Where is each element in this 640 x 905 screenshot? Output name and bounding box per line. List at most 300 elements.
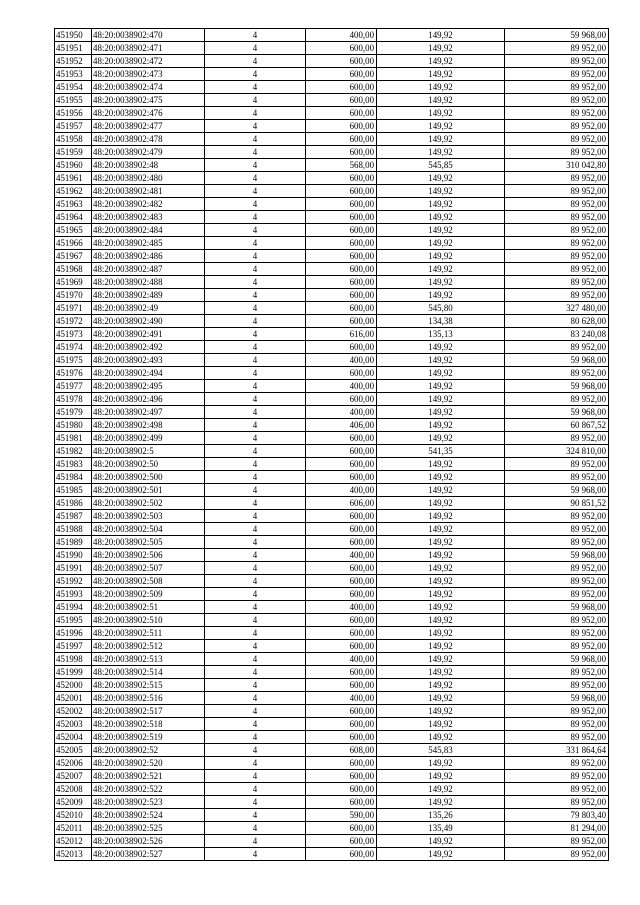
rate-value-cell: 149,92 bbox=[377, 185, 505, 198]
cadastral-number-cell: 48:20:0038902:472 bbox=[92, 55, 205, 68]
category-code-cell: 4 bbox=[205, 81, 306, 94]
row-number-cell: 451998 bbox=[55, 653, 92, 666]
category-code-cell: 4 bbox=[205, 692, 306, 705]
row-number-cell: 452001 bbox=[55, 692, 92, 705]
category-code-cell: 4 bbox=[205, 341, 306, 354]
area-value-cell: 600,00 bbox=[306, 510, 377, 523]
rate-value-cell: 149,92 bbox=[377, 432, 505, 445]
rate-value-cell: 149,92 bbox=[377, 497, 505, 510]
area-value-cell: 400,00 bbox=[306, 406, 377, 419]
area-value-cell: 600,00 bbox=[306, 146, 377, 159]
cadastral-value-cell: 89 952,00 bbox=[505, 237, 609, 250]
cadastral-value-cell: 89 952,00 bbox=[505, 731, 609, 744]
cadastral-number-cell: 48:20:0038902:471 bbox=[92, 42, 205, 55]
cadastral-number-cell: 48:20:0038902:502 bbox=[92, 497, 205, 510]
row-number-cell: 451970 bbox=[55, 289, 92, 302]
table-row bbox=[55, 705, 609, 718]
category-code-cell: 4 bbox=[205, 55, 306, 68]
category-code-cell: 4 bbox=[205, 835, 306, 848]
rate-value-cell: 149,92 bbox=[377, 237, 505, 250]
row-number-cell: 451966 bbox=[55, 237, 92, 250]
cadastral-number-cell: 48:20:0038902:475 bbox=[92, 94, 205, 107]
rate-value-cell: 149,92 bbox=[377, 770, 505, 783]
table-row bbox=[55, 757, 609, 770]
table-row bbox=[55, 432, 609, 445]
cadastral-number-cell: 48:20:0038902:518 bbox=[92, 718, 205, 731]
rate-value-cell: 149,92 bbox=[377, 627, 505, 640]
rate-value-cell: 149,92 bbox=[377, 55, 505, 68]
category-code-cell: 4 bbox=[205, 185, 306, 198]
cadastral-value-cell: 89 952,00 bbox=[505, 783, 609, 796]
row-number-cell: 451981 bbox=[55, 432, 92, 445]
category-code-cell: 4 bbox=[205, 796, 306, 809]
cadastral-value-cell: 89 952,00 bbox=[505, 393, 609, 406]
table-row bbox=[55, 172, 609, 185]
table-row bbox=[55, 445, 609, 458]
category-code-cell: 4 bbox=[205, 640, 306, 653]
rate-value-cell: 149,92 bbox=[377, 692, 505, 705]
parcel-table bbox=[54, 28, 609, 861]
row-number-cell: 452009 bbox=[55, 796, 92, 809]
table-row bbox=[55, 406, 609, 419]
cadastral-value-cell: 89 952,00 bbox=[505, 250, 609, 263]
row-number-cell: 451968 bbox=[55, 263, 92, 276]
rate-value-cell: 149,92 bbox=[377, 224, 505, 237]
table-row bbox=[55, 822, 609, 835]
rate-value-cell: 149,92 bbox=[377, 94, 505, 107]
table-row bbox=[55, 393, 609, 406]
category-code-cell: 4 bbox=[205, 198, 306, 211]
cadastral-value-cell: 59 968,00 bbox=[505, 601, 609, 614]
cadastral-value-cell: 89 952,00 bbox=[505, 289, 609, 302]
category-code-cell: 4 bbox=[205, 445, 306, 458]
cadastral-value-cell: 59 968,00 bbox=[505, 380, 609, 393]
table-row bbox=[55, 536, 609, 549]
cadastral-value-cell: 89 952,00 bbox=[505, 510, 609, 523]
table-row bbox=[55, 692, 609, 705]
cadastral-number-cell: 48:20:0038902:520 bbox=[92, 757, 205, 770]
rate-value-cell: 149,92 bbox=[377, 536, 505, 549]
category-code-cell: 4 bbox=[205, 328, 306, 341]
rate-value-cell: 149,92 bbox=[377, 653, 505, 666]
row-number-cell: 451965 bbox=[55, 224, 92, 237]
row-number-cell: 451953 bbox=[55, 68, 92, 81]
table-row bbox=[55, 809, 609, 822]
cadastral-number-cell: 48:20:0038902:494 bbox=[92, 367, 205, 380]
rate-value-cell: 149,92 bbox=[377, 406, 505, 419]
category-code-cell: 4 bbox=[205, 458, 306, 471]
rate-value-cell: 135,13 bbox=[377, 328, 505, 341]
cadastral-value-cell: 89 952,00 bbox=[505, 562, 609, 575]
rate-value-cell: 149,92 bbox=[377, 393, 505, 406]
area-value-cell: 600,00 bbox=[306, 276, 377, 289]
category-code-cell: 4 bbox=[205, 302, 306, 315]
row-number-cell: 451979 bbox=[55, 406, 92, 419]
area-value-cell: 600,00 bbox=[306, 718, 377, 731]
row-number-cell: 451989 bbox=[55, 536, 92, 549]
cadastral-value-cell: 89 952,00 bbox=[505, 835, 609, 848]
table-row bbox=[55, 471, 609, 484]
cadastral-number-cell: 48:20:0038902:487 bbox=[92, 263, 205, 276]
category-code-cell: 4 bbox=[205, 42, 306, 55]
area-value-cell: 600,00 bbox=[306, 224, 377, 237]
category-code-cell: 4 bbox=[205, 120, 306, 133]
rate-value-cell: 135,49 bbox=[377, 822, 505, 835]
cadastral-number-cell: 48:20:0038902:511 bbox=[92, 627, 205, 640]
cadastral-number-cell: 48:20:0038902:5 bbox=[92, 445, 205, 458]
category-code-cell: 4 bbox=[205, 627, 306, 640]
row-number-cell: 451993 bbox=[55, 588, 92, 601]
rate-value-cell: 149,92 bbox=[377, 29, 505, 42]
category-code-cell: 4 bbox=[205, 29, 306, 42]
category-code-cell: 4 bbox=[205, 315, 306, 328]
table-row bbox=[55, 81, 609, 94]
table-row bbox=[55, 614, 609, 627]
row-number-cell: 451985 bbox=[55, 484, 92, 497]
cadastral-value-cell: 89 952,00 bbox=[505, 198, 609, 211]
category-code-cell: 4 bbox=[205, 549, 306, 562]
category-code-cell: 4 bbox=[205, 601, 306, 614]
cadastral-value-cell: 79 803,40 bbox=[505, 809, 609, 822]
rate-value-cell: 149,92 bbox=[377, 757, 505, 770]
cadastral-number-cell: 48:20:0038902:513 bbox=[92, 653, 205, 666]
row-number-cell: 451996 bbox=[55, 627, 92, 640]
rate-value-cell: 149,92 bbox=[377, 562, 505, 575]
cadastral-value-cell: 89 952,00 bbox=[505, 185, 609, 198]
cadastral-value-cell: 60 867,52 bbox=[505, 419, 609, 432]
table-row bbox=[55, 94, 609, 107]
rate-value-cell: 149,92 bbox=[377, 276, 505, 289]
area-value-cell: 600,00 bbox=[306, 848, 377, 861]
area-value-cell: 600,00 bbox=[306, 211, 377, 224]
cadastral-value-cell: 89 952,00 bbox=[505, 146, 609, 159]
cadastral-number-cell: 48:20:0038902:477 bbox=[92, 120, 205, 133]
table-row bbox=[55, 848, 609, 861]
table-row bbox=[55, 198, 609, 211]
rate-value-cell: 149,92 bbox=[377, 354, 505, 367]
rate-value-cell: 149,92 bbox=[377, 549, 505, 562]
cadastral-number-cell: 48:20:0038902:498 bbox=[92, 419, 205, 432]
cadastral-number-cell: 48:20:0038902:521 bbox=[92, 770, 205, 783]
cadastral-number-cell: 48:20:0038902:525 bbox=[92, 822, 205, 835]
table-row bbox=[55, 783, 609, 796]
cadastral-number-cell: 48:20:0038902:489 bbox=[92, 289, 205, 302]
category-code-cell: 4 bbox=[205, 133, 306, 146]
area-value-cell: 600,00 bbox=[306, 237, 377, 250]
cadastral-value-cell: 89 952,00 bbox=[505, 367, 609, 380]
table-row bbox=[55, 497, 609, 510]
table-row bbox=[55, 107, 609, 120]
cadastral-number-cell: 48:20:0038902:50 bbox=[92, 458, 205, 471]
cadastral-number-cell: 48:20:0038902:526 bbox=[92, 835, 205, 848]
cadastral-number-cell: 48:20:0038902:480 bbox=[92, 172, 205, 185]
category-code-cell: 4 bbox=[205, 679, 306, 692]
table-row bbox=[55, 796, 609, 809]
table-row bbox=[55, 627, 609, 640]
category-code-cell: 4 bbox=[205, 276, 306, 289]
cadastral-number-cell: 48:20:0038902:501 bbox=[92, 484, 205, 497]
table-row bbox=[55, 770, 609, 783]
category-code-cell: 4 bbox=[205, 211, 306, 224]
cadastral-value-cell: 83 240,08 bbox=[505, 328, 609, 341]
table-row bbox=[55, 250, 609, 263]
rate-value-cell: 149,92 bbox=[377, 263, 505, 276]
area-value-cell: 600,00 bbox=[306, 562, 377, 575]
area-value-cell: 616,00 bbox=[306, 328, 377, 341]
cadastral-value-cell: 89 952,00 bbox=[505, 211, 609, 224]
area-value-cell: 608,00 bbox=[306, 744, 377, 757]
area-value-cell: 600,00 bbox=[306, 81, 377, 94]
cadastral-value-cell: 80 628,00 bbox=[505, 315, 609, 328]
rate-value-cell: 149,92 bbox=[377, 601, 505, 614]
area-value-cell: 600,00 bbox=[306, 640, 377, 653]
table-row bbox=[55, 562, 609, 575]
area-value-cell: 600,00 bbox=[306, 367, 377, 380]
area-value-cell: 600,00 bbox=[306, 536, 377, 549]
table-row bbox=[55, 367, 609, 380]
cadastral-number-cell: 48:20:0038902:495 bbox=[92, 380, 205, 393]
area-value-cell: 600,00 bbox=[306, 302, 377, 315]
row-number-cell: 451958 bbox=[55, 133, 92, 146]
row-number-cell: 451984 bbox=[55, 471, 92, 484]
cadastral-number-cell: 48:20:0038902:51 bbox=[92, 601, 205, 614]
category-code-cell: 4 bbox=[205, 224, 306, 237]
category-code-cell: 4 bbox=[205, 497, 306, 510]
cadastral-number-cell: 48:20:0038902:486 bbox=[92, 250, 205, 263]
area-value-cell: 600,00 bbox=[306, 185, 377, 198]
area-value-cell: 600,00 bbox=[306, 250, 377, 263]
cadastral-number-cell: 48:20:0038902:478 bbox=[92, 133, 205, 146]
cadastral-value-cell: 89 952,00 bbox=[505, 718, 609, 731]
table-row bbox=[55, 159, 609, 172]
rate-value-cell: 149,92 bbox=[377, 211, 505, 224]
rate-value-cell: 134,38 bbox=[377, 315, 505, 328]
cadastral-value-cell: 89 952,00 bbox=[505, 666, 609, 679]
category-code-cell: 4 bbox=[205, 809, 306, 822]
area-value-cell: 600,00 bbox=[306, 731, 377, 744]
cadastral-value-cell: 89 952,00 bbox=[505, 588, 609, 601]
cadastral-number-cell: 48:20:0038902:523 bbox=[92, 796, 205, 809]
cadastral-number-cell: 48:20:0038902:504 bbox=[92, 523, 205, 536]
area-value-cell: 600,00 bbox=[306, 120, 377, 133]
area-value-cell: 600,00 bbox=[306, 263, 377, 276]
rate-value-cell: 149,92 bbox=[377, 198, 505, 211]
table-row bbox=[55, 263, 609, 276]
cadastral-number-cell: 48:20:0038902:470 bbox=[92, 29, 205, 42]
area-value-cell: 600,00 bbox=[306, 822, 377, 835]
area-value-cell: 600,00 bbox=[306, 471, 377, 484]
cadastral-value-cell: 89 952,00 bbox=[505, 523, 609, 536]
category-code-cell: 4 bbox=[205, 432, 306, 445]
category-code-cell: 4 bbox=[205, 367, 306, 380]
cadastral-value-cell: 89 952,00 bbox=[505, 614, 609, 627]
rate-value-cell: 149,92 bbox=[377, 783, 505, 796]
cadastral-number-cell: 48:20:0038902:496 bbox=[92, 393, 205, 406]
cadastral-number-cell: 48:20:0038902:488 bbox=[92, 276, 205, 289]
cadastral-number-cell: 48:20:0038902:52 bbox=[92, 744, 205, 757]
table-row bbox=[55, 588, 609, 601]
row-number-cell: 452005 bbox=[55, 744, 92, 757]
table-row bbox=[55, 419, 609, 432]
row-number-cell: 451988 bbox=[55, 523, 92, 536]
cadastral-value-cell: 89 952,00 bbox=[505, 458, 609, 471]
rate-value-cell: 149,92 bbox=[377, 614, 505, 627]
rate-value-cell: 545,83 bbox=[377, 744, 505, 757]
category-code-cell: 4 bbox=[205, 562, 306, 575]
area-value-cell: 606,00 bbox=[306, 497, 377, 510]
rate-value-cell: 149,92 bbox=[377, 367, 505, 380]
cadastral-number-cell: 48:20:0038902:474 bbox=[92, 81, 205, 94]
cadastral-value-cell: 89 952,00 bbox=[505, 679, 609, 692]
category-code-cell: 4 bbox=[205, 289, 306, 302]
row-number-cell: 451987 bbox=[55, 510, 92, 523]
cadastral-value-cell: 89 952,00 bbox=[505, 640, 609, 653]
category-code-cell: 4 bbox=[205, 666, 306, 679]
row-number-cell: 451999 bbox=[55, 666, 92, 679]
table-row bbox=[55, 653, 609, 666]
row-number-cell: 451967 bbox=[55, 250, 92, 263]
cadastral-number-cell: 48:20:0038902:507 bbox=[92, 562, 205, 575]
cadastral-value-cell: 59 968,00 bbox=[505, 653, 609, 666]
table-row bbox=[55, 276, 609, 289]
cadastral-value-cell: 89 952,00 bbox=[505, 796, 609, 809]
category-code-cell: 4 bbox=[205, 237, 306, 250]
area-value-cell: 600,00 bbox=[306, 42, 377, 55]
area-value-cell: 600,00 bbox=[306, 523, 377, 536]
rate-value-cell: 149,92 bbox=[377, 484, 505, 497]
row-number-cell: 451977 bbox=[55, 380, 92, 393]
rate-value-cell: 149,92 bbox=[377, 289, 505, 302]
rate-value-cell: 149,92 bbox=[377, 640, 505, 653]
rate-value-cell: 149,92 bbox=[377, 523, 505, 536]
row-number-cell: 451991 bbox=[55, 562, 92, 575]
cadastral-number-cell: 48:20:0038902:484 bbox=[92, 224, 205, 237]
table-row bbox=[55, 42, 609, 55]
category-code-cell: 4 bbox=[205, 484, 306, 497]
cadastral-value-cell: 89 952,00 bbox=[505, 81, 609, 94]
row-number-cell: 451952 bbox=[55, 55, 92, 68]
area-value-cell: 600,00 bbox=[306, 107, 377, 120]
category-code-cell: 4 bbox=[205, 263, 306, 276]
rate-value-cell: 149,92 bbox=[377, 705, 505, 718]
area-value-cell: 600,00 bbox=[306, 588, 377, 601]
category-code-cell: 4 bbox=[205, 757, 306, 770]
area-value-cell: 600,00 bbox=[306, 458, 377, 471]
cadastral-number-cell: 48:20:0038902:509 bbox=[92, 588, 205, 601]
cadastral-number-cell: 48:20:0038902:481 bbox=[92, 185, 205, 198]
area-value-cell: 400,00 bbox=[306, 601, 377, 614]
category-code-cell: 4 bbox=[205, 770, 306, 783]
table-row bbox=[55, 458, 609, 471]
rate-value-cell: 149,92 bbox=[377, 835, 505, 848]
area-value-cell: 600,00 bbox=[306, 614, 377, 627]
cadastral-number-cell: 48:20:0038902:479 bbox=[92, 146, 205, 159]
table-row bbox=[55, 575, 609, 588]
area-value-cell: 400,00 bbox=[306, 484, 377, 497]
rate-value-cell: 149,92 bbox=[377, 172, 505, 185]
table-row bbox=[55, 640, 609, 653]
table-row bbox=[55, 835, 609, 848]
cadastral-number-cell: 48:20:0038902:49 bbox=[92, 302, 205, 315]
cadastral-number-cell: 48:20:0038902:522 bbox=[92, 783, 205, 796]
rate-value-cell: 149,92 bbox=[377, 146, 505, 159]
row-number-cell: 451961 bbox=[55, 172, 92, 185]
row-number-cell: 451957 bbox=[55, 120, 92, 133]
area-value-cell: 600,00 bbox=[306, 55, 377, 68]
category-code-cell: 4 bbox=[205, 614, 306, 627]
row-number-cell: 451956 bbox=[55, 107, 92, 120]
row-number-cell: 451959 bbox=[55, 146, 92, 159]
cadastral-number-cell: 48:20:0038902:492 bbox=[92, 341, 205, 354]
cadastral-value-cell: 327 480,00 bbox=[505, 302, 609, 315]
cadastral-value-cell: 89 952,00 bbox=[505, 172, 609, 185]
row-number-cell: 451954 bbox=[55, 81, 92, 94]
table-row bbox=[55, 679, 609, 692]
cadastral-number-cell: 48:20:0038902:510 bbox=[92, 614, 205, 627]
table-row bbox=[55, 55, 609, 68]
cadastral-value-cell: 89 952,00 bbox=[505, 224, 609, 237]
area-value-cell: 600,00 bbox=[306, 796, 377, 809]
table-row bbox=[55, 510, 609, 523]
area-value-cell: 600,00 bbox=[306, 289, 377, 302]
cadastral-value-cell: 324 810,00 bbox=[505, 445, 609, 458]
row-number-cell: 452007 bbox=[55, 770, 92, 783]
cadastral-number-cell: 48:20:0038902:473 bbox=[92, 68, 205, 81]
row-number-cell: 451995 bbox=[55, 614, 92, 627]
category-code-cell: 4 bbox=[205, 146, 306, 159]
table-row bbox=[55, 224, 609, 237]
row-number-cell: 452003 bbox=[55, 718, 92, 731]
rate-value-cell: 149,92 bbox=[377, 68, 505, 81]
table-row bbox=[55, 120, 609, 133]
category-code-cell: 4 bbox=[205, 718, 306, 731]
area-value-cell: 600,00 bbox=[306, 68, 377, 81]
row-number-cell: 451964 bbox=[55, 211, 92, 224]
cadastral-value-cell: 89 952,00 bbox=[505, 120, 609, 133]
area-value-cell: 600,00 bbox=[306, 757, 377, 770]
row-number-cell: 451994 bbox=[55, 601, 92, 614]
row-number-cell: 451972 bbox=[55, 315, 92, 328]
area-value-cell: 400,00 bbox=[306, 29, 377, 42]
table-row bbox=[55, 718, 609, 731]
area-value-cell: 600,00 bbox=[306, 445, 377, 458]
area-value-cell: 600,00 bbox=[306, 835, 377, 848]
table-row bbox=[55, 185, 609, 198]
area-value-cell: 400,00 bbox=[306, 549, 377, 562]
row-number-cell: 451975 bbox=[55, 354, 92, 367]
table-row bbox=[55, 133, 609, 146]
cadastral-number-cell: 48:20:0038902:519 bbox=[92, 731, 205, 744]
cadastral-value-cell: 59 968,00 bbox=[505, 354, 609, 367]
cadastral-value-cell: 331 864,64 bbox=[505, 744, 609, 757]
category-code-cell: 4 bbox=[205, 731, 306, 744]
row-number-cell: 452012 bbox=[55, 835, 92, 848]
cadastral-value-cell: 89 952,00 bbox=[505, 757, 609, 770]
row-number-cell: 451990 bbox=[55, 549, 92, 562]
rate-value-cell: 545,85 bbox=[377, 159, 505, 172]
area-value-cell: 400,00 bbox=[306, 653, 377, 666]
table-row bbox=[55, 211, 609, 224]
row-number-cell: 451974 bbox=[55, 341, 92, 354]
area-value-cell: 600,00 bbox=[306, 679, 377, 692]
row-number-cell: 451973 bbox=[55, 328, 92, 341]
row-number-cell: 451982 bbox=[55, 445, 92, 458]
cadastral-value-cell: 89 952,00 bbox=[505, 68, 609, 81]
category-code-cell: 4 bbox=[205, 536, 306, 549]
row-number-cell: 451963 bbox=[55, 198, 92, 211]
rate-value-cell: 149,92 bbox=[377, 666, 505, 679]
cadastral-number-cell: 48:20:0038902:476 bbox=[92, 107, 205, 120]
